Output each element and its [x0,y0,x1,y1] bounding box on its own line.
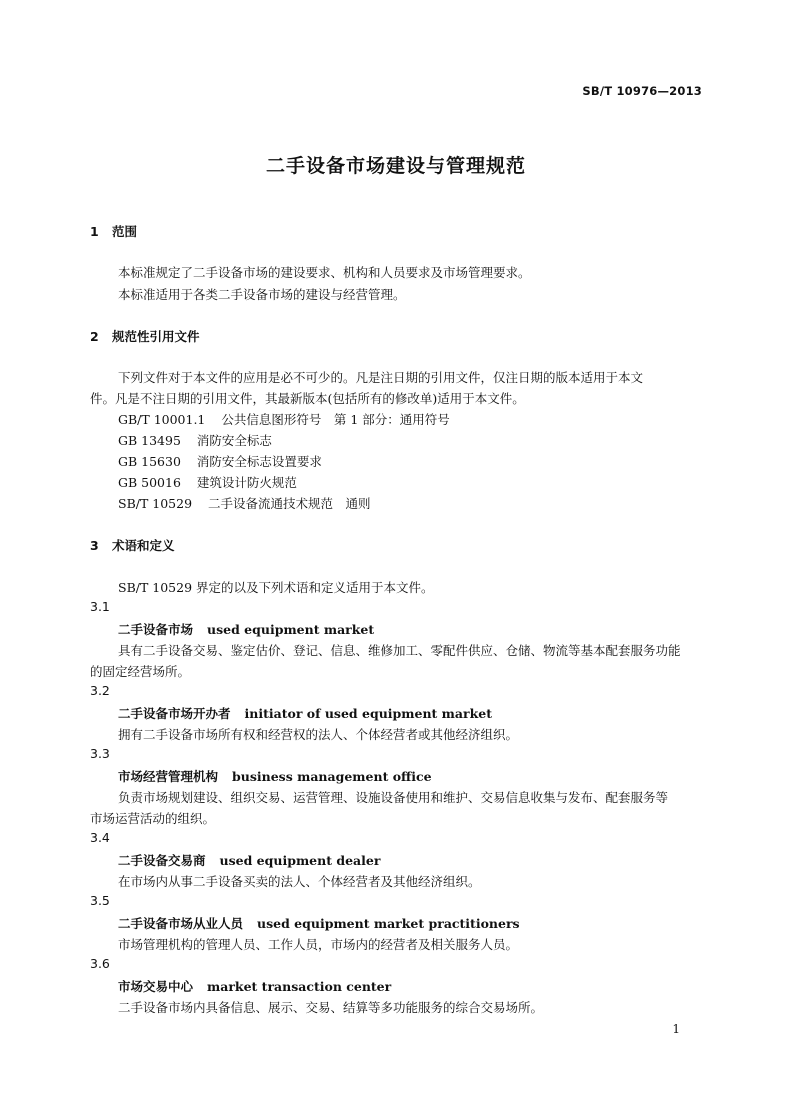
paragraph-continuation: 件。凡是不注日期的引用文件，其最新版本(包括所有的修改单)适用于本文件。 [90,391,525,406]
subclause-number: 3.6 [90,956,110,971]
page-number: 1 [672,1022,680,1036]
term-definition: 拥有二手设备市场所有权和经营权的法人、个体经营者或其他经济组织。 [118,727,519,742]
section-1-heading [90,222,137,240]
subclause-number: 3.3 [90,746,110,761]
paragraph: 下列文件对于本文件的应用是必不可少的。凡是注日期的引用文件，仅注日期的版本适用于本文 [118,370,644,385]
subclause-number: 3.4 [90,830,110,845]
reference-title: 公共信息图形符号 第 1 部分：通用符号 [221,412,450,427]
term-definition: 负责市场规划建设、组织交易、运营管理、设施设备使用和维护、交易信息收集与发布、配套服务等 [118,790,669,805]
term-definition: 二手设备市场内具备信息、展示、交易、结算等多功能服务的综合交易场所。 [118,1000,544,1015]
term-entry [118,851,380,869]
section-number: 2 [90,329,99,344]
section-3-heading [90,536,175,554]
term-entry [118,704,492,722]
term-en: used equipment dealer [219,853,381,868]
term-zh: 二手设备市场开办者 [118,706,231,721]
section-title: 范围 [112,224,138,239]
reference-title: 建筑设计防火规范 [196,475,297,490]
term-zh: 二手设备交易商 [118,853,206,868]
term-en: business management office [232,769,432,784]
paragraph: SB/T 10529 界定的以及下列术语和定义适用于本文件。 [118,580,434,595]
document-title: 二手设备市场建设与管理规范 [265,155,526,177]
term-zh: 二手设备市场从业人员 [118,916,244,931]
subclause-number: 3.1 [90,599,110,614]
reference-code: GB/T 10001.1 [118,412,206,427]
term-en: used equipment market practitioners [257,916,520,931]
reference-item [118,452,322,470]
term-entry [118,977,391,995]
term-definition-continuation: 市场运营活动的组织。 [90,811,216,826]
term-definition: 具有二手设备交易、鉴定估价、登记、信息、维修加工、零配件供应、仓储、物流等基本配套服务功能 [118,643,681,658]
reference-item [118,473,297,491]
section-number: 3 [90,538,99,553]
paragraph: 本标准规定了二手设备市场的建设要求、机构和人员要求及市场管理要求。 [118,265,531,280]
term-entry [118,914,520,932]
term-definition: 在市场内从事二手设备买卖的法人、个体经营者及其他经济组织。 [118,874,481,889]
section-2-heading [90,327,200,345]
term-zh: 市场经营管理机构 [118,769,219,784]
subclause-number: 3.5 [90,893,110,908]
section-title: 规范性引用文件 [112,329,200,344]
term-entry [118,767,432,785]
subclause-number: 3.2 [90,683,110,698]
paragraph: 本标准适用于各类二手设备市场的建设与经营管理。 [118,287,406,302]
term-en: initiator of used equipment market [244,706,492,721]
reference-code: SB/T 10529 [118,496,193,511]
reference-item [118,494,371,512]
term-zh: 二手设备市场 [118,622,194,637]
section-title: 术语和定义 [112,538,175,553]
reference-title: 消防安全标志设置要求 [196,454,322,469]
term-definition-continuation: 的固定经营场所。 [90,664,191,679]
reference-item [118,431,272,449]
reference-code: GB 15630 [118,454,181,469]
standard-number: SB/T 10976—2013 [582,84,702,98]
reference-code: GB 50016 [118,475,181,490]
term-zh: 市场交易中心 [118,979,194,994]
reference-title: 二手设备流通技术规范 通则 [208,496,371,511]
section-number: 1 [90,224,99,239]
term-en: market transaction center [207,979,392,994]
reference-code: GB 13495 [118,433,181,448]
term-en: used equipment market [207,622,375,637]
term-entry [118,620,374,638]
reference-title: 消防安全标志 [196,433,272,448]
term-definition: 市场管理机构的管理人员、工作人员，市场内的经营者及相关服务人员。 [118,937,519,952]
reference-item [118,410,450,428]
